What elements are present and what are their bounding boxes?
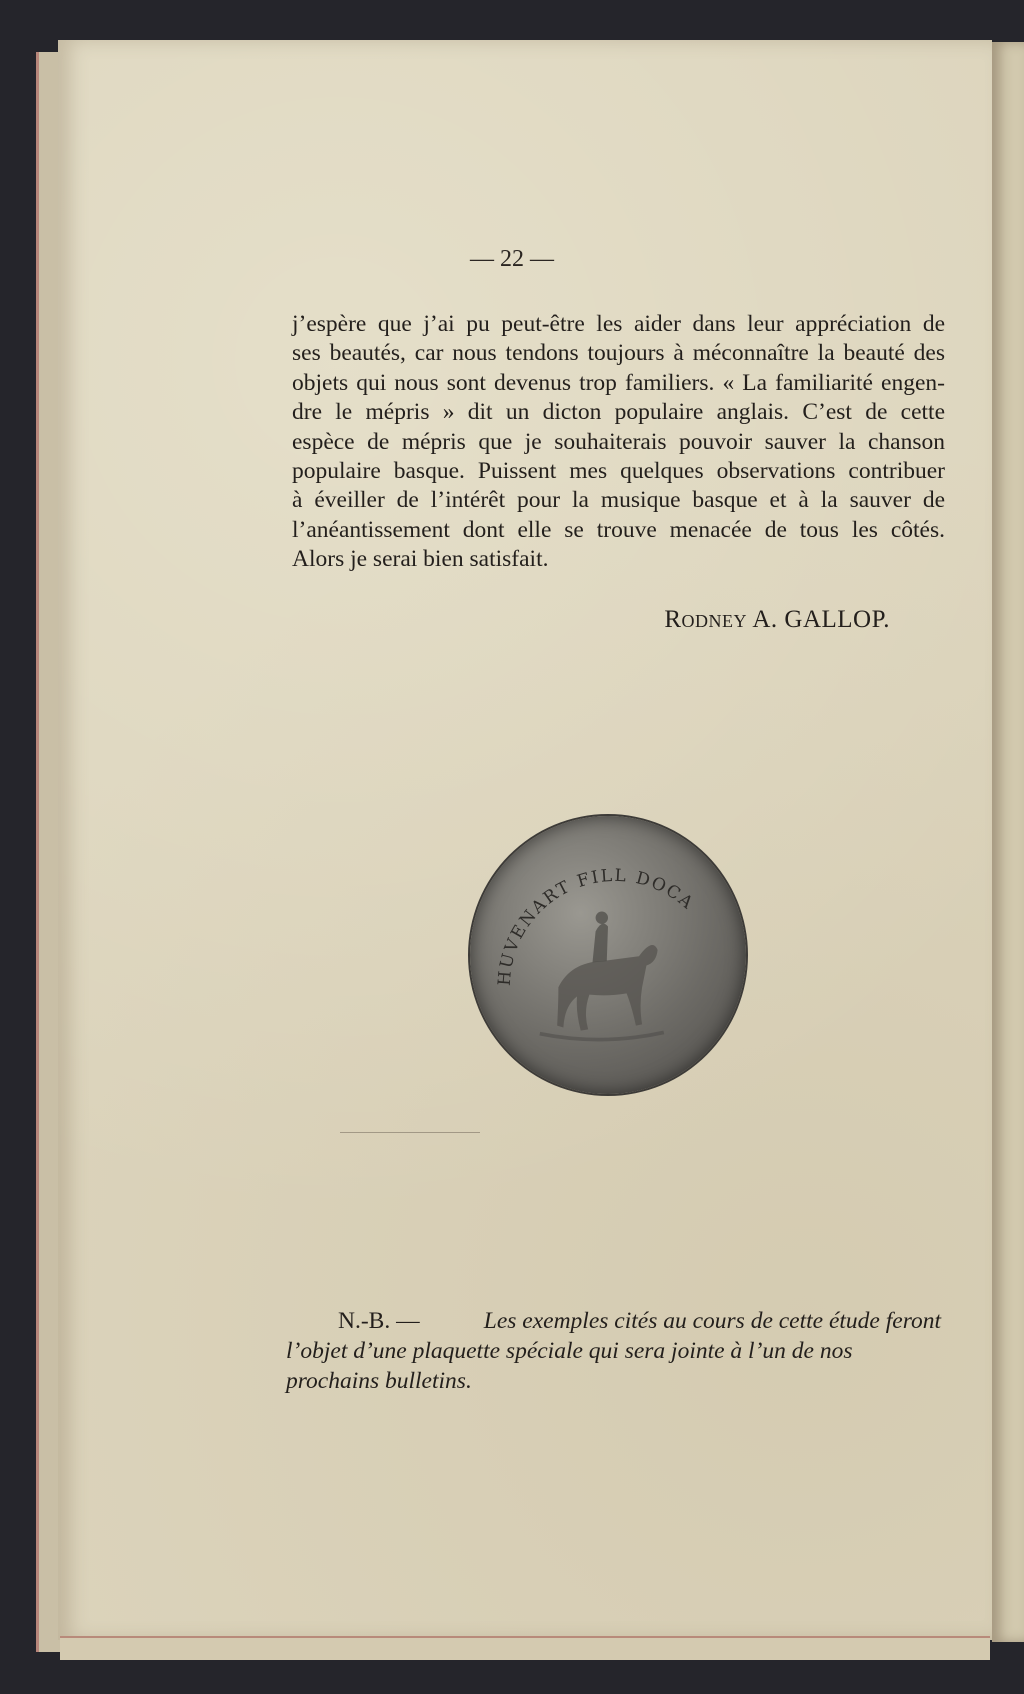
note-text: l’objet d’une plaquette spéciale qui sera jointe à l’un de nos — [286, 1338, 853, 1364]
note-label: N.-B. — — [338, 1308, 420, 1334]
footnote — [286, 1306, 941, 1396]
text-line: dre le mépris » dit un dicton populaire anglais. C’est de cette — [292, 399, 945, 426]
note-text: prochains bulletins. — [286, 1368, 472, 1394]
note-text: Les exemples cités au cours de cette étude feront — [483, 1308, 941, 1334]
text-line: j’espère que j’ai pu peut-être les aider dans leur appréciation de — [292, 311, 945, 337]
author-surname: GALLOP. — [784, 606, 890, 633]
facing-page-edge — [992, 42, 1024, 1642]
text-line: Alors je serai bien satisfait. — [292, 546, 549, 573]
author-name: Rodney A. — [664, 606, 778, 633]
rider-figure — [540, 912, 664, 1040]
page-bottom-edge — [60, 1636, 990, 1660]
text-line — [286, 1336, 941, 1366]
page-number: — 22 — — [470, 246, 554, 272]
body-paragraph — [292, 310, 945, 575]
text-line: l’anéantissement dont elle se trouve menacée de tous les côtés. — [292, 516, 945, 543]
text-line: populaire basque. Puissent mes quelques observations contribuer — [292, 457, 945, 484]
text-line — [286, 1306, 941, 1336]
divider — [340, 1132, 480, 1133]
text-line: à éveiller de l’intérêt pour la musique basque et à la sauver de — [292, 487, 945, 514]
text-line: ses beautés, car nous tendons toujours à méconnaître la beauté des — [292, 340, 945, 367]
text-line: espèce de mépris que je souhaiterais pouvoir sauver la chanson — [292, 428, 945, 455]
author-signature — [664, 606, 890, 634]
medal-inscription: HUVENART FILL DOCA — [494, 865, 699, 987]
medal-image — [470, 816, 746, 1094]
text-line — [286, 1366, 941, 1396]
text-line: objets qui nous sont devenus trop familiers. « La familiarité engen- — [292, 369, 945, 396]
equestrian-figure-icon — [470, 816, 746, 1094]
